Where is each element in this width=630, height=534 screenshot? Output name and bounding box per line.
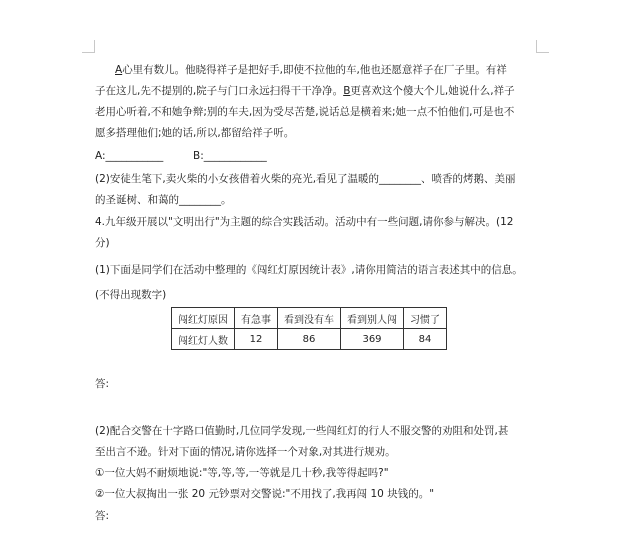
question-4-line-2: 分) bbox=[95, 237, 110, 249]
table-cell: 闯红灯人数 bbox=[172, 329, 235, 350]
question-4-sub-2-line-1: (2)配合交警在十字路口值勤时,几位同学发现,一些闯红灯的行人不服交警的劝阻和处罚,甚 bbox=[95, 425, 509, 437]
passage-line-1: A心里有数儿。他晓得祥子是把好手,即使不拉他的车,他也还愿意祥子在厂子里。有祥 bbox=[115, 64, 507, 76]
table-cell: 12 bbox=[235, 329, 278, 350]
table-header-cell: 习惯了 bbox=[404, 308, 447, 329]
margin-corner-mark bbox=[82, 40, 95, 53]
answer-label-1: 答: bbox=[95, 378, 110, 390]
passage-line-4: 愿多搭理他们;她的话,所以,都留给祥子听。 bbox=[95, 127, 295, 139]
red-light-statistics-table bbox=[171, 307, 447, 350]
table-header-cell: 看到没有车 bbox=[278, 308, 341, 329]
blank-marker-b: B bbox=[343, 85, 351, 97]
margin-corner-mark bbox=[536, 40, 549, 53]
blank-marker-a: A bbox=[115, 64, 123, 76]
table-row bbox=[172, 329, 447, 350]
answer-blank-b[interactable]: B:____________ bbox=[193, 150, 267, 162]
table-cell: 84 bbox=[404, 329, 447, 350]
question-4-sub-2-line-2: 至出言不逊。针对下面的情况,请你选择一个对象,对其进行规劝。 bbox=[95, 446, 396, 458]
answer-label-2: 答: bbox=[95, 510, 110, 522]
table-header-cell: 有急事 bbox=[235, 308, 278, 329]
question-2-line-2: 的圣诞树、和蔼的________。 bbox=[95, 194, 232, 206]
question-4-sub-1-note: (不得出现数字) bbox=[95, 289, 167, 301]
table-cell: 86 bbox=[278, 329, 341, 350]
table-header-cell: 闯红灯原因 bbox=[172, 308, 235, 329]
question-4-sub-1: (1)下面是同学们在活动中整理的《闯红灯原因统计表》,请你用简洁的语言表述其中的信息。 bbox=[95, 264, 523, 276]
table-header-row bbox=[172, 308, 447, 329]
question-4-sub-2-item-1: ①一位大妈不耐烦地说:"等,等,等,一等就是几十秒,我等得起吗?" bbox=[95, 467, 389, 479]
answer-blank-a[interactable]: A:___________ bbox=[95, 150, 164, 162]
passage-line-3: 老用心听着,不和她争辩;别的车夫,因为受尽苦楚,说话总是横着来;她一点不怕他们,可是也不 bbox=[95, 106, 515, 118]
table-cell: 369 bbox=[341, 329, 404, 350]
table-header-cell: 看到别人闯 bbox=[341, 308, 404, 329]
question-4-line-1: 4.九年级开展以"文明出行"为主题的综合实践活动。活动中有一些问题,请你参与解决。(12 bbox=[95, 216, 514, 228]
passage-line-2: 子在这儿,先不提别的,院子与门口永远扫得干干净净。B更喜欢这个傻大个儿,她说什么,祥子 bbox=[95, 85, 515, 97]
question-4-sub-2-item-2: ②一位大叔掏出一张 20 元钞票对交警说:"不用找了,我再闯 10 块钱的。" bbox=[95, 488, 435, 500]
question-2-line-1: (2)安徒生笔下,卖火柴的小女孩借着火柴的亮光,看见了温暖的________、喷香的烤鹅、美丽 bbox=[95, 173, 516, 185]
